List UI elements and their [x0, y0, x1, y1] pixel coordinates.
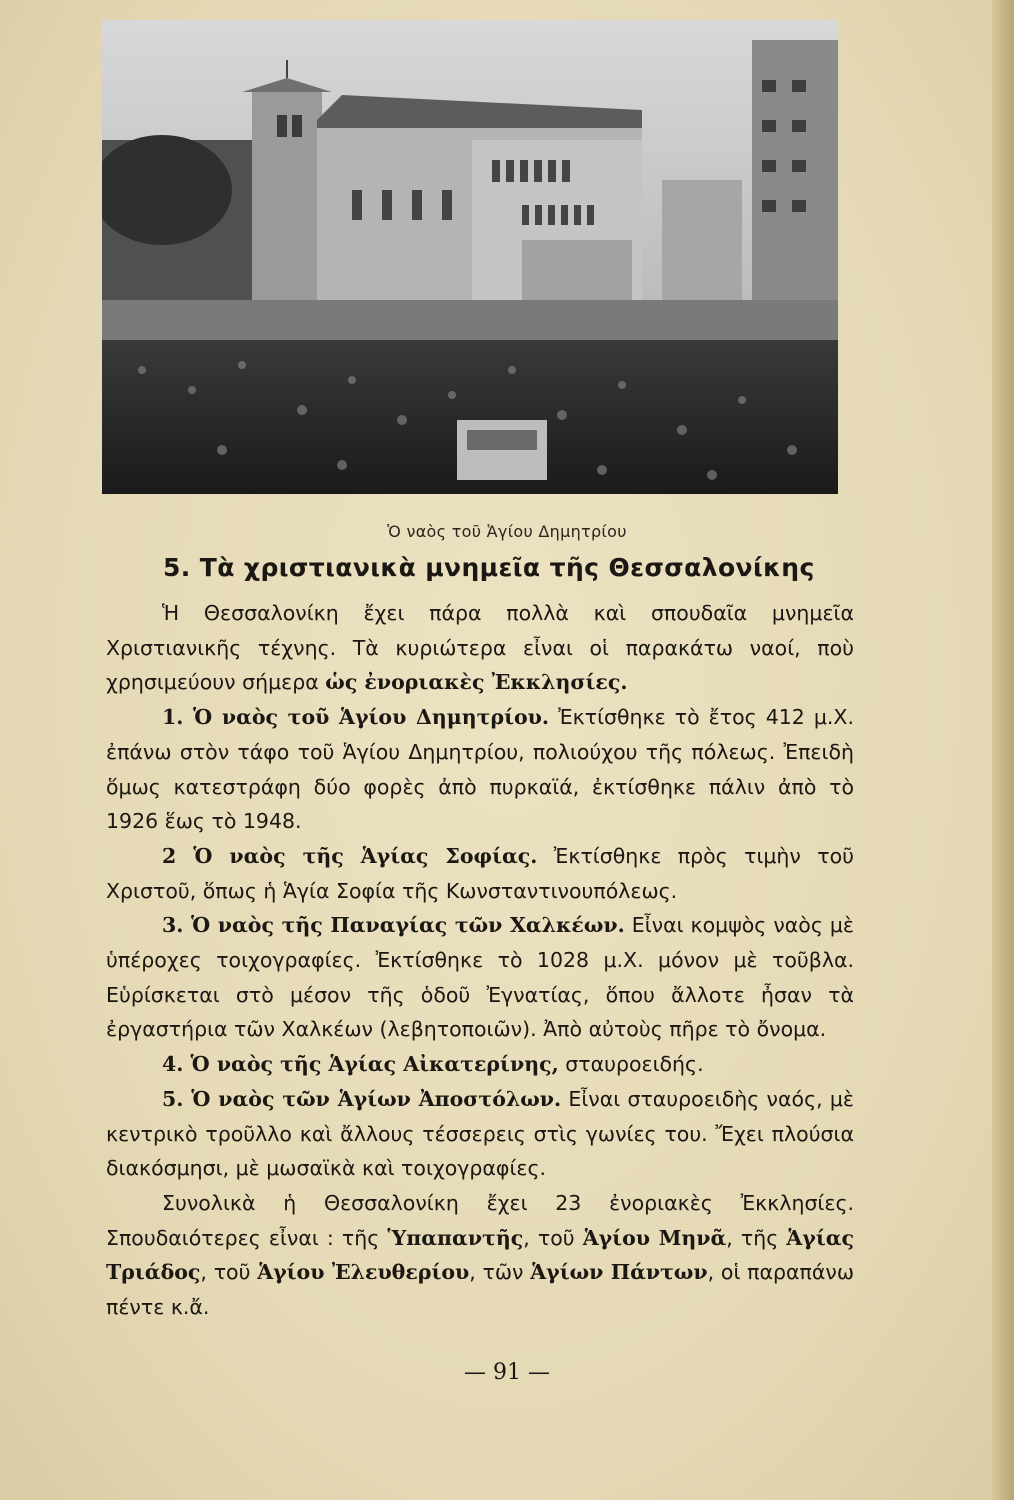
bold-term: 4. Ὁ ναὸς τῆς Ἁγίας Αἰκατερίνης,: [162, 1052, 559, 1077]
paragraph-text: Ἐκτίσθηκε τὸ ἔτος 412 μ.Χ. ἐπάνω στὸν τάφο τοῦ Ἁγίου Δημητρίου, πολιούχου τῆς πόλεως. Ἐπειδὴ ὅμως κατεστράφη δύο φορὲς ἀπὸ πυρκαϊά, ἐκτίσθηκε πάλιν ἀπὸ τὸ 1926 ἕως τὸ 1948.: [106, 705, 854, 834]
paragraph-text: Ἡ Θεσσαλονίκη ἔχει πάρα πολλὰ καὶ σπουδαῖα μνημεῖα Χριστιανικῆς τέχνης. Τὰ κυριώτερα εἶναι οἱ παρακάτω ναοί, ποὺ χρησιμεύουν σήμερα: [106, 601, 854, 695]
paragraph: [106, 596, 854, 700]
bold-term: Ἁγίων Πάντων: [530, 1260, 708, 1285]
paragraph-text: Συνολικὰ ἡ Θεσσαλονίκη ἔχει 23 ἐνοριακὲς Ἐκκλησίες. Σπουδαιότερες εἶναι : τῆς: [106, 1190, 854, 1250]
church-photo-icon: [102, 20, 838, 494]
bold-term: 2 Ὁ ναὸς τῆς Ἁγίας Σοφίας.: [162, 843, 538, 868]
bold-term: ὡς ἐνοριακὲς Ἐκκλησίες.: [325, 670, 628, 695]
bold-term: Ἁγίας Τριάδος: [106, 1225, 855, 1285]
paragraph: [106, 1186, 854, 1325]
photo-caption: Ὁ ναὸς τοῦ Ἁγίου Δημητρίου: [387, 522, 627, 541]
paragraph-text: , τῶν: [469, 1260, 531, 1285]
paragraph: [106, 1047, 854, 1082]
bold-term: Ὑπαπαντῆς: [387, 1225, 524, 1250]
section-heading: 5. Τὰ χριστιανικὰ μνημεῖα τῆς Θεσσαλονίκης: [163, 553, 815, 582]
paragraph-text: , τῆς: [726, 1225, 787, 1250]
paragraph-text: , οἱ παραπάνω πέντε κ.ἄ.: [106, 1260, 854, 1320]
paragraph: [106, 1082, 854, 1186]
paragraph-text: , τοῦ: [200, 1260, 258, 1285]
bold-term: 3. Ὁ ναὸς τῆς Παναγίας τῶν Χαλκέων.: [162, 913, 625, 938]
church-photo: [102, 20, 838, 494]
paragraph-text: σταυροειδής.: [558, 1052, 704, 1077]
paragraph: [106, 700, 854, 839]
bold-term: Ἁγίου Ἐλευθερίου: [257, 1260, 470, 1285]
bold-term: 5. Ὁ ναὸς τῶν Ἁγίων Ἀποστόλων.: [162, 1086, 562, 1111]
paragraph-text: Εἶναι κομψὸς ναὸς μὲ ὑπέροχες τοιχογραφίες. Ἐκτίσθηκε τὸ 1028 μ.Χ. μόνον μὲ τοῦβλα. Εὑρίσκεται στὸ μέσον τῆς ὁδοῦ Ἐγνατίας, ὅπου ἄλλοτε ἦσαν τὰ ἐργαστήρια τῶν Χαλκέων (λεβητοποιῶν). Ἀπὸ αὐτοὺς πῆρε τὸ ὄνομα.: [106, 913, 854, 1042]
paragraph: [106, 908, 854, 1047]
page-edge: [992, 0, 1014, 1500]
bold-term: Ἁγίου Μηνᾶ: [582, 1225, 727, 1250]
page-number: — 91 —: [464, 1360, 550, 1385]
paragraph-text: Ἐκτίσθηκε πρὸς τιμὴν τοῦ Χριστοῦ, ὅπως ἡ Ἁγία Σοφία τῆς Κωνσταντινουπόλεως.: [106, 843, 854, 903]
bold-term: 1. Ὁ ναὸς τοῦ Ἁγίου Δημητρίου.: [162, 705, 550, 730]
paragraph-text: Εἶναι σταυροειδὴς ναός, μὲ κεντρικὸ τροῦλλο καὶ ἄλλους τέσσερεις στὶς γωνίες του. Ἔχει πλούσια διακόσμησι, μὲ μωσαϊκὰ καὶ τοιχογραφίες.: [106, 1086, 854, 1181]
body-text: [106, 596, 854, 1325]
paragraph-text: , τοῦ: [523, 1225, 583, 1250]
paragraph: [106, 839, 854, 908]
